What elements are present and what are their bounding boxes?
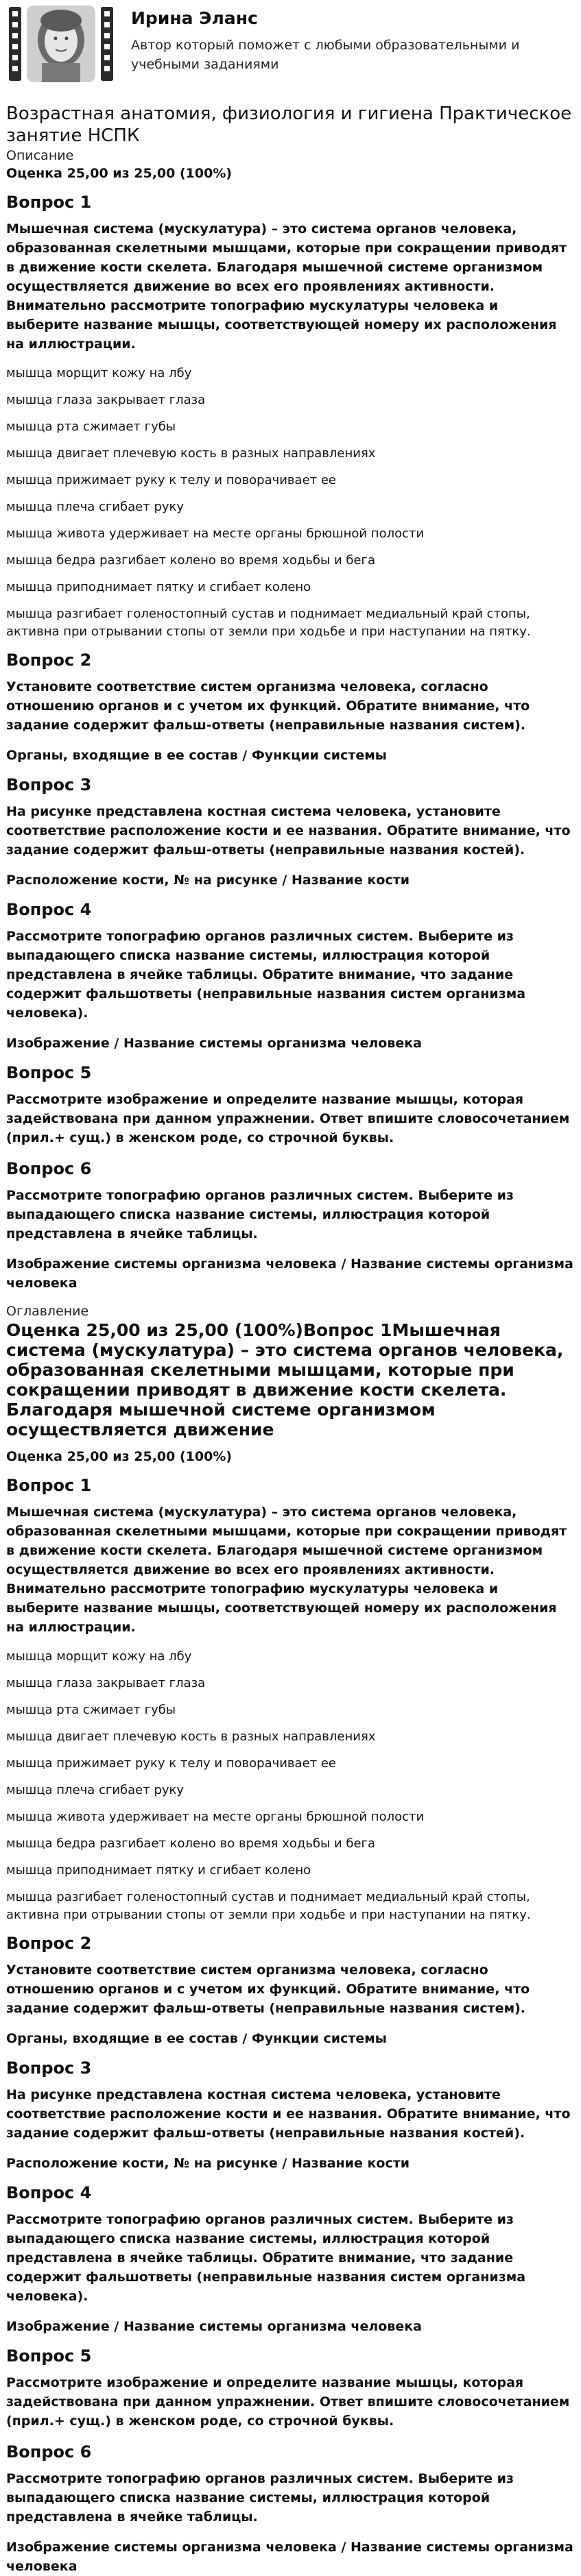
document-title: Возрастная анатомия, физиология и гигиена Практическое занятие НСПК xyxy=(6,104,572,146)
author-name[interactable]: Ирина Эланс xyxy=(131,8,258,28)
question-text: Установите соответствие систем организма человека, согласно отношению органов и с учетом их функций. Обратите внимание, что задание содержит фальш-ответы (неправильные названия систем). xyxy=(6,679,530,733)
question-text: Рассмотрите топографию органов различных систем. Выберите из выпадающего списка название системы, иллюстрация которой представлена в ячейке таблицы. xyxy=(6,2471,514,2525)
question-block xyxy=(6,2183,575,2336)
table-column-headers: Органы, входящие в ее состав / Функции системы xyxy=(6,748,387,763)
question-label: Вопрос 5 xyxy=(6,1063,92,1082)
answer-option: мышца бедра разгибает колено во время ходьбы и бега xyxy=(6,553,376,568)
answer-option: мышца разгибает голеностопный сустав и поднимает медиальный край стопы, активна при отрывании стопы от земли при ходьбе и при наступании на пятку. xyxy=(6,607,531,639)
question-text: На рисунке представлена костная система человека, установите соответствие расположение кости и ее названия. Обратите внимание, что задание содержит фальш-ответы (неправильные названия костей). xyxy=(6,2087,571,2141)
answer-option: мышца плеча сгибает руку xyxy=(6,1783,185,1797)
question-label: Вопрос 2 xyxy=(6,651,92,670)
question-label: Вопрос 6 xyxy=(6,2442,92,2462)
answer-option: мышца морщит кожу на лбу xyxy=(6,366,192,380)
question-text: Рассмотрите топографию органов различных систем. Выберите из выпадающего списка название системы, иллюстрация которой представлена в ячейке таблицы. Обратите внимание, что задание содержит фальшответы (неправильные названия систем организма человека). xyxy=(6,929,526,1021)
question-label: Вопрос 3 xyxy=(6,2058,92,2078)
question-label: Вопрос 3 xyxy=(6,775,92,794)
answer-option: мышца морщит кожу на лбу xyxy=(6,1649,192,1664)
question-label: Вопрос 1 xyxy=(6,193,92,212)
table-column-headers: Расположение кости, № на рисунке / Название кости xyxy=(6,2156,410,2171)
question-text: Рассмотрите изображение и определите название мышцы, которая задействована при данном упражнении. Ответ впишите словосочетанием (прил.+ сущ.) в женском роде, со строчной буквы. xyxy=(6,1092,570,1145)
table-column-headers: Изображение / Название системы организма человека xyxy=(6,2319,422,2334)
question-label: Вопрос 6 xyxy=(6,1159,92,1178)
question-label: Вопрос 4 xyxy=(6,900,92,919)
answer-option: мышца живота удерживает на месте органы брюшной полости xyxy=(6,526,425,541)
score-repeat: Оценка 25,00 из 25,00 (100%) xyxy=(6,1449,233,1464)
question-block xyxy=(6,192,575,641)
question-block xyxy=(6,1158,575,1293)
answer-option: мышца глаза закрывает глаза xyxy=(6,393,206,407)
table-column-headers: Органы, входящие в ее состав / Функции системы xyxy=(6,2031,387,2046)
question-text: Рассмотрите изображение и определите название мышцы, которая задействована при данном упражнении. Ответ впишите словосочетанием (прил.+ сущ.) в женском роде, со строчной буквы. xyxy=(6,2375,570,2429)
answer-option: мышца приподнимает пятку и сгибает колено xyxy=(6,1863,311,1878)
answer-option: мышца живота удерживает на месте органы брюшной полости xyxy=(6,1810,425,1824)
answer-option: мышца рта сжимает губы xyxy=(6,420,176,434)
question-block xyxy=(6,1933,575,2048)
answer-option: мышца двигает плечевую кость в разных направлениях xyxy=(6,446,376,461)
question-label: Вопрос 5 xyxy=(6,2346,92,2366)
table-column-headers: Изображение системы организма человека / Название системы организма человека xyxy=(6,1256,573,1291)
answer-option: мышца приподнимает пятку и сгибает колено xyxy=(6,580,311,594)
question-block xyxy=(6,2442,575,2576)
section-label: Описание xyxy=(6,148,74,163)
author-card xyxy=(6,0,575,103)
author-avatar xyxy=(6,0,116,88)
score: Оценка 25,00 из 25,00 (100%) xyxy=(6,166,233,181)
toc-label: Оглавление xyxy=(6,1304,89,1319)
question-label: Вопрос 2 xyxy=(6,1934,92,1953)
question-block xyxy=(6,899,575,1053)
answer-option: мышца двигает плечевую кость в разных направлениях xyxy=(6,1729,376,1744)
question-block xyxy=(6,775,575,890)
answer-option: мышца рта сжимает губы xyxy=(6,1703,176,1717)
answer-option: мышца плеча сгибает руку xyxy=(6,500,185,514)
question-text: Установите соответствие систем организма человека, согласно отношению органов и с учетом их функций. Обратите внимание, что задание содержит фальш-ответы (неправильные названия систем). xyxy=(6,1963,530,2016)
table-column-headers: Изображение / Название системы организма человека xyxy=(6,1036,422,1051)
question-text: Рассмотрите топографию органов различных систем. Выберите из выпадающего списка название системы, иллюстрация которой представлена в ячейке таблицы. Обратите внимание, что задание содержит фальшответы (неправильные названия систем организма человека). xyxy=(6,2212,526,2304)
question-text: Мышечная система (мускулатура) – это система органов человека, образованная скелетными мышцами, которые при сокращении приводят в движение кости скелета. Благодаря мышечной системе организмом осуществляется движение во всех его проявлениях активности. Внимательно рассмотрите топографию мускулатуры человека и выберите название мышцы, соответствующей номеру их расположения на иллюстрации. xyxy=(6,1505,567,1635)
question-block xyxy=(6,1062,575,1147)
questions-list-repeat xyxy=(6,1475,575,2576)
question-label: Вопрос 1 xyxy=(6,1476,92,1495)
question-block xyxy=(6,650,575,765)
question-text: На рисунке представлена костная система человека, установите соответствие расположение кости и ее названия. Обратите внимание, что задание содержит фальш-ответы (неправильные названия костей). xyxy=(6,804,571,858)
author-description: Автор который поможет с любыми образовательными и учебными заданиями xyxy=(131,38,520,72)
answer-option: мышца глаза закрывает глаза xyxy=(6,1676,206,1690)
answer-option: мышца прижимает руку к телу и поворачивает ее xyxy=(6,1756,336,1771)
answer-option: мышца прижимает руку к телу и поворачивает ее xyxy=(6,473,336,487)
answer-option: мышца разгибает голеностопный сустав и поднимает медиальный край стопы, активна при отрывании стопы от земли при ходьбе и при наступании на пятку. xyxy=(6,1890,531,1922)
toc-link[interactable]: Оценка 25,00 из 25,00 (100%)Вопрос 1Мышечная система (мускулатура) – это система органов человека, образованная скелетными мышцами, которые при сокращении приводят в движение кости скелета. Благодаря мышечной системе организмом осуществляется движение xyxy=(6,1320,564,1439)
table-column-headers: Расположение кости, № на рисунке / Название кости xyxy=(6,873,410,888)
question-label: Вопрос 4 xyxy=(6,2183,92,2202)
question-text: Рассмотрите топографию органов различных систем. Выберите из выпадающего списка название системы, иллюстрация которой представлена в ячейке таблицы. xyxy=(6,1188,514,1241)
table-column-headers: Изображение системы организма человека / Название системы организма человека xyxy=(6,2540,573,2574)
question-block xyxy=(6,2058,575,2173)
questions-list xyxy=(6,192,575,1293)
question-block xyxy=(6,2346,575,2431)
question-block xyxy=(6,1475,575,1924)
question-text: Мышечная система (мускулатура) – это система органов человека, образованная скелетными мышцами, которые при сокращении приводят в движение кости скелета. Благодаря мышечной системе организмом осуществляется движение во всех его проявлениях активности. Внимательно рассмотрите топографию мускулатуры человека и выберите название мышцы, соответствующей номеру их расположения на иллюстрации. xyxy=(6,221,567,352)
author-info xyxy=(131,0,543,74)
answer-option: мышца бедра разгибает колено во время ходьбы и бега xyxy=(6,1836,376,1851)
